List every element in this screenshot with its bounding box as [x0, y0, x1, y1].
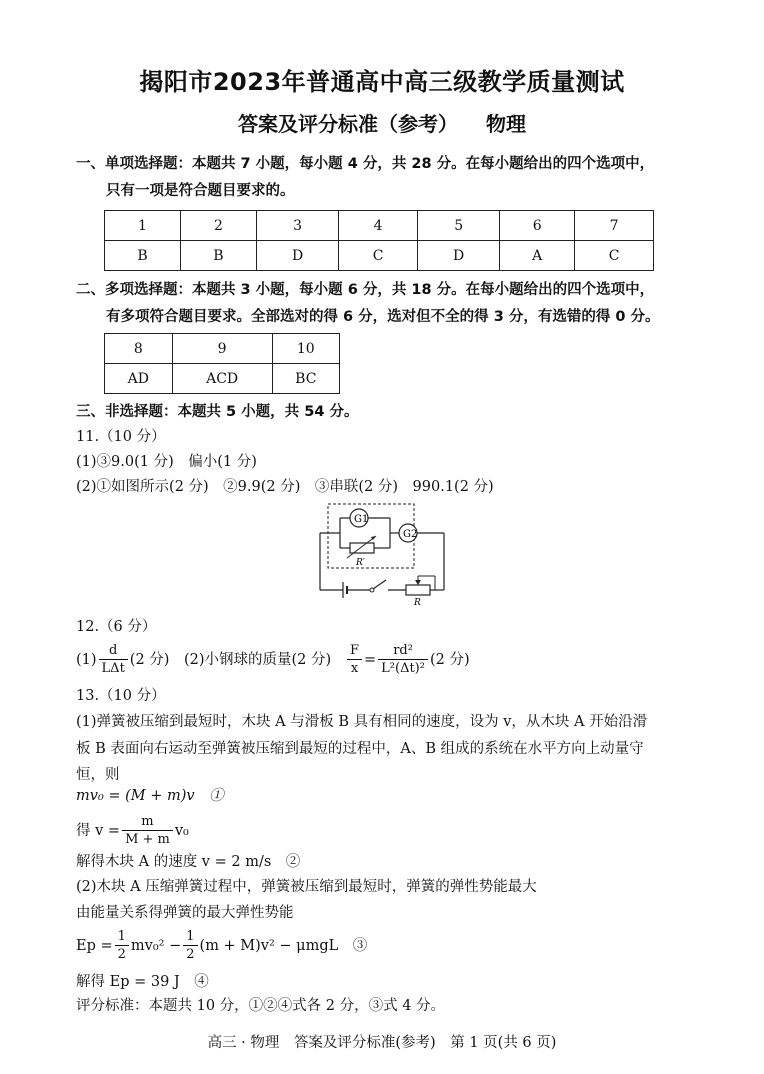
q12-score1: (2 分) (2)小钢球的质量(2 分) [129, 652, 332, 668]
table-cell: ACD [172, 364, 272, 394]
table-cell: 6 [500, 211, 575, 241]
section1-answer-table [104, 210, 654, 271]
section2-line2: 有多项符合题目要求。全部选对的得 6 分，选对但不全的得 3 分，有选错的得 0 分。 [106, 309, 660, 325]
denominator: x [350, 661, 359, 676]
table-cell: 4 [339, 211, 418, 241]
g1-label: G1 [354, 514, 369, 525]
table-cell: A [500, 241, 575, 271]
subject-text: 物理 [486, 112, 526, 136]
page-footer: 高三 · 物理 答案及评分标准(参考) 第 1 页(共 6 页) [207, 1035, 557, 1051]
fraction [347, 643, 362, 677]
denominator: LΔt [101, 661, 125, 676]
table-cell: D [256, 241, 338, 271]
table-cell: 1 [105, 211, 181, 241]
eq2-prefix: 得 v = [76, 823, 121, 839]
section1-heading-rest: 在每小题给出的四个选项中， [465, 156, 655, 172]
table-cell: 8 [105, 334, 173, 364]
numerator: d [99, 643, 128, 660]
denominator: L²(Δt)² [381, 661, 425, 676]
table-cell: 5 [418, 211, 500, 241]
circuit-diagram [310, 498, 460, 608]
section1-line1 [76, 154, 654, 174]
q12-label: 12.（6 分） [76, 619, 157, 635]
q13-line: (2)木块 A 压缩弹簧过程中，弹簧被压缩到最短时，弹簧的弹性势能最大 [76, 879, 537, 895]
table-cell: 2 [180, 211, 256, 241]
table-row [105, 334, 340, 364]
q13-scoring: 评分标准：本题共 10 分，①②④式各 2 分，③式 4 分。 [76, 998, 446, 1014]
resistor-rprime [350, 543, 374, 553]
fraction [122, 814, 173, 848]
section1-heading: 一、单项选择题：本题共 7 小题，每小题 4 分，共 28 分。 [76, 156, 466, 172]
q13-line: 由能量关系得弹簧的最大弹性势能 [76, 905, 294, 921]
table-cell: C [339, 241, 418, 271]
eq3-middle: mv₀² − [130, 938, 182, 954]
section2-line1 [76, 280, 654, 300]
table-cell: 7 [575, 211, 654, 241]
numerator: rd² [378, 643, 428, 660]
table-cell: 10 [272, 334, 339, 364]
q12-part1: (1) [76, 652, 97, 668]
denominator: M + m [125, 832, 170, 847]
page-subtitle [0, 108, 764, 137]
numerator: 1 [183, 929, 197, 946]
table-cell: 9 [172, 334, 272, 364]
table-cell: B [180, 241, 256, 271]
table-cell: 3 [256, 211, 338, 241]
denominator: 2 [186, 947, 195, 962]
eq3-prefix: Ep = [76, 938, 113, 954]
section2-heading: 二、多项选择题：本题共 3 小题，每小题 6 分，共 18 分。 [76, 282, 466, 298]
q12-score2: (2 分) [429, 652, 470, 668]
q13-equation3 [76, 928, 367, 964]
fraction [115, 929, 129, 963]
table-cell: B [105, 241, 181, 271]
equals: = [364, 652, 377, 668]
q11-line2: (2)①如图所示(2 分) ②9.9(2 分) ③串联(2 分) 990.1(2 分) [76, 479, 494, 495]
q11-line1: (1)③9.0(1 分) 偏小(1 分) [76, 454, 257, 470]
numerator: m [122, 814, 173, 831]
table-cell: C [575, 241, 654, 271]
q13-equation2 [76, 813, 189, 849]
fraction [99, 643, 128, 677]
q13-line: 板 B 表面向右运动至弹簧被压缩到最短的过程中，A、B 组成的系统在水平方向上动量守 [76, 741, 644, 757]
r-label: R [414, 598, 421, 608]
q13-label: 13.（10 分） [76, 688, 166, 704]
rheostat-r [406, 585, 430, 595]
q13-equation1: mv₀ = (M + m)v ① [76, 788, 224, 804]
fraction [378, 643, 428, 677]
g2-label: G2 [403, 529, 418, 540]
section3-heading: 三、非选择题：本题共 5 小题，共 54 分。 [76, 404, 359, 420]
q11-label: 11.（10 分） [76, 429, 166, 445]
section2-heading-rest: 在每小题给出的四个选项中， [465, 282, 655, 298]
table-cell: BC [272, 364, 339, 394]
denominator: 2 [117, 947, 126, 962]
rprime-label: R′ [356, 558, 365, 568]
table-cell: AD [105, 364, 173, 394]
numerator: F [347, 643, 362, 660]
q13-line: (1)弹簧被压缩到最短时，木块 A 与滑板 B 具有相同的速度，设为 v，从木块 A 开始沿滑 [76, 714, 648, 730]
eq3-suffix: (m + M)v² − μmgL ③ [199, 938, 368, 954]
section2-answer-table [104, 333, 340, 394]
table-cell: D [418, 241, 500, 271]
q13-line: 解得木块 A 的速度 v = 2 m/s ② [76, 854, 301, 870]
numerator: 1 [115, 929, 129, 946]
q12-answer [76, 643, 470, 677]
eq2-suffix: v₀ [174, 823, 189, 839]
page-title: 揭阳市2023年普通高中高三级教学质量测试 [139, 68, 625, 96]
fraction [183, 929, 197, 963]
q13-line: 解得 Ep = 39 J ④ [76, 974, 209, 990]
subtitle-text: 答案及评分标准（参考） [238, 112, 458, 136]
table-row [105, 211, 654, 241]
table-row [105, 364, 340, 394]
table-row [105, 241, 654, 271]
section1-line2: 只有一项是符合题目要求的。 [106, 183, 295, 199]
q13-line: 恒，则 [76, 767, 120, 783]
